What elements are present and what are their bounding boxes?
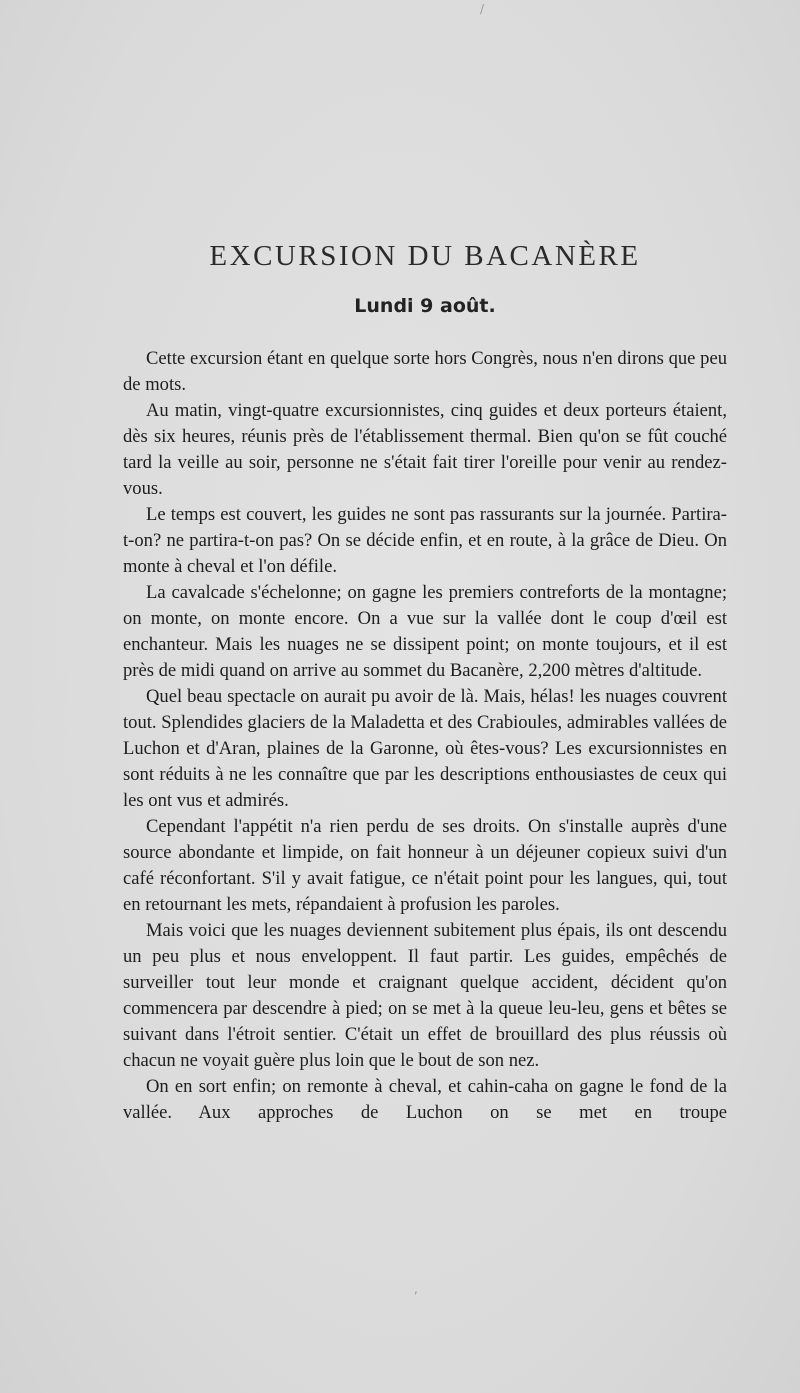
page-content xyxy=(123,240,727,1126)
paragraph: On en sort enfin; on remonte à cheval, et cahin-caha on gagne le fond de la vallée. Aux approches de Luchon on se met en troupe xyxy=(123,1076,727,1123)
scan-speck: / xyxy=(480,2,485,16)
paragraph: La cavalcade s'échelonne; on gagne les premiers contreforts de la montagne; on monte, on monte encore. On a vue sur la vallée dont le coup d'œil est enchanteur. Mais les nuages ne se dissipent point; on monte toujours, et il est près de midi quand on arrive au sommet du Bacanère, 2,200 mètres d'altitude. xyxy=(123,582,727,681)
paragraph: Au matin, vingt-quatre excursionnistes, cinq guides et deux porteurs étaient, dès six heures, réunis près de l'établissement thermal. Bien qu'on se fût couché tard la veille au soir, personne ne s'était fait tirer l'oreille pour venir au rendez-vous. xyxy=(123,400,727,499)
body-text xyxy=(123,346,727,1126)
scan-speck: , xyxy=(414,1282,418,1296)
date-heading: Lundi 9 août. xyxy=(354,295,496,317)
paragraph: Cependant l'appétit n'a rien perdu de ses droits. On s'installe auprès d'une source abondante et limpide, on fait honneur à un déjeuner copieux suivi d'un café réconfortant. S'il y avait fatigue, ce n'était point pour les langues, qui, tout en retournant les mets, répandaient à profusion les paroles. xyxy=(123,816,727,915)
page-title: EXCURSION DU BACANÈRE xyxy=(209,240,641,272)
paragraph: Cette excursion étant en quelque sorte hors Congrès, nous n'en dirons que peu de mots. xyxy=(123,348,727,395)
paragraph: Le temps est couvert, les guides ne sont pas rassurants sur la journée. Partira-t-on? ne partira-t-on pas? On se décide enfin, et en route, à la grâce de Dieu. On monte à cheval et l'on défile. xyxy=(123,504,727,577)
paragraph: Mais voici que les nuages deviennent subitement plus épais, ils ont descendu un peu plus et nous enveloppent. Il faut partir. Les guides, empêchés de surveiller tout leur monde et craignant quelque accident, décident qu'on commencera par descendre à pied; on se met à la queue leu-leu, gens et bêtes se suivant dans l'étroit sentier. C'était un effet de brouillard des plus réussis où chacun ne voyait guère plus loin que le bout de son nez. xyxy=(123,920,727,1071)
paragraph: Quel beau spectacle on aurait pu avoir de là. Mais, hélas! les nuages couvrent tout. Splendides glaciers de la Maladetta et des Crabioules, admirables vallées de Luchon et d'Aran, plaines de la Garonne, où êtes-vous? Les excursionnistes en sont réduits à ne les connaître que par les descriptions enthousiastes de ceux qui les ont vus et admirés. xyxy=(123,686,727,811)
